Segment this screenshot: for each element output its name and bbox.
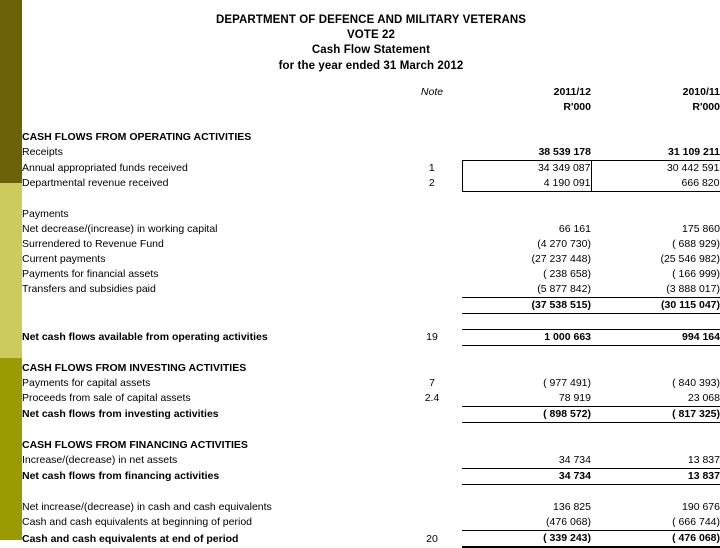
- row-note-proceeds-sale-capital-assets: 2.4: [424, 392, 440, 405]
- decorative-side-strip: [0, 0, 22, 540]
- table-row: [22, 391, 720, 407]
- row-note-current-payments: [402, 252, 462, 267]
- table-row: [22, 160, 720, 176]
- row-note-working-capital: [402, 222, 462, 237]
- net-investing-2012: ( 898 572): [462, 406, 591, 422]
- cash-flow-statement-table: [22, 85, 720, 548]
- section-heading-financing-row: [22, 438, 720, 453]
- row-note-annual-appropriated: 1: [428, 161, 435, 174]
- blank-v1: [462, 207, 591, 222]
- row-value-increase-net-assets-2012: 34 734: [462, 453, 591, 469]
- receipts-total-2012: 38 539 178: [462, 145, 591, 161]
- header-blank: [22, 85, 402, 100]
- receipts-label: Receipts: [22, 146, 63, 159]
- row-note-transfers-subsidies: [402, 282, 462, 298]
- payments-total-row: [22, 297, 720, 313]
- row-label-financial-assets: Payments for financial assets: [22, 267, 159, 280]
- blank-note: [402, 361, 462, 376]
- row-value-cash-beginning-period-2012: (476 068): [462, 515, 591, 531]
- summary-total-2012: ( 339 243): [462, 530, 591, 547]
- row-label-increase-net-assets: Increase/(decrease) in net assets: [22, 454, 178, 467]
- summary-total-row: [22, 530, 720, 547]
- row-value-increase-net-assets-2011: 13 837: [591, 453, 720, 469]
- summary-total-label: Cash and cash equivalents at end of period: [22, 532, 239, 545]
- section-heading-investing-row: [22, 361, 720, 376]
- side-strip-segment-bottom: [0, 358, 22, 540]
- net-investing-label: Net cash flows from investing activities: [22, 408, 219, 421]
- row-value-current-payments-2012: (27 237 448): [531, 252, 591, 265]
- side-strip-segment-top: [0, 0, 22, 183]
- spacer-row: [22, 422, 720, 438]
- payments-total-note: [402, 297, 462, 313]
- header-note: Note: [420, 85, 444, 98]
- row-value-net-increase-cash-2012: 136 825: [553, 500, 591, 513]
- row-value-surrendered-revenue-fund-2012: (4 270 730): [537, 237, 591, 250]
- side-strip-segment-middle: [0, 183, 22, 358]
- table-row: [22, 252, 720, 267]
- section-heading-investing: CASH FLOWS FROM INVESTING ACTIVITIES: [22, 361, 247, 374]
- net-financing-2012: 34 734: [462, 468, 591, 484]
- blank-v1: [462, 361, 591, 376]
- header-blank-3: [402, 100, 462, 115]
- table-row: [22, 515, 720, 531]
- row-label-annual-appropriated: Annual appropriated funds received: [22, 161, 188, 174]
- row-value-transfers-subsidies-2012: (5 877 842): [462, 282, 591, 298]
- title-line-period: for the year ended 31 March 2012: [278, 59, 464, 72]
- blank-note: [402, 207, 462, 222]
- blank-v2: [591, 438, 720, 453]
- row-label-departmental-revenue: Departmental revenue received: [22, 177, 169, 190]
- row-value-annual-appropriated-2012: 34 349 087: [462, 160, 591, 176]
- table-row: [22, 282, 720, 298]
- section-heading-operating-row: [22, 130, 720, 145]
- net-investing-row: [22, 406, 720, 422]
- table-row: [22, 376, 720, 391]
- row-value-working-capital-2011: 175 860: [682, 222, 720, 235]
- title-line-statement-name: Cash Flow Statement: [311, 44, 431, 57]
- header-blank-2: [22, 100, 402, 115]
- blank-v2: [591, 207, 720, 222]
- payments-total-2012: (37 538 515): [462, 297, 591, 313]
- row-value-annual-appropriated-2011: 30 442 591: [591, 160, 720, 176]
- row-value-current-payments-2011: (25 546 982): [660, 252, 720, 265]
- spacer-row: [22, 345, 720, 361]
- spacer-row: [22, 191, 720, 207]
- payments-label: Payments: [22, 207, 69, 220]
- header-year-2011: 2010/11: [682, 85, 720, 98]
- row-note-net-increase-cash: [402, 500, 462, 515]
- row-value-surrendered-revenue-fund-2011: ( 688 929): [672, 237, 720, 250]
- table-header-row-units: [22, 100, 720, 115]
- title-line-department: DEPARTMENT OF DEFENCE AND MILITARY VETERANS: [215, 14, 527, 26]
- net-operating-2011: 994 164: [591, 329, 720, 345]
- table-row: [22, 453, 720, 469]
- section-heading-operating: CASH FLOWS FROM OPERATING ACTIVITIES: [22, 130, 252, 143]
- receipts-total-2011: 31 109 211: [591, 145, 720, 161]
- row-note-cash-beginning-period: [402, 515, 462, 531]
- row-label-net-increase-cash: Net increase/(decrease) in cash and cash equivalents: [22, 500, 272, 513]
- row-label-surrendered-revenue-fund: Surrendered to Revenue Fund: [22, 237, 164, 250]
- net-operating-row: [22, 329, 720, 345]
- net-financing-note: [402, 468, 462, 484]
- payments-label-row: [22, 207, 720, 222]
- header-year-2012: 2011/12: [553, 85, 591, 98]
- net-operating-2012: 1 000 663: [462, 329, 591, 345]
- document-title-block: [22, 0, 720, 74]
- row-label-cash-beginning-period: Cash and cash equivalents at beginning of period: [22, 516, 252, 529]
- row-value-proceeds-sale-capital-assets-2012: 78 919: [462, 391, 591, 407]
- table-row: [22, 237, 720, 252]
- row-value-net-increase-cash-2011: 190 676: [682, 500, 720, 513]
- row-value-departmental-revenue-2012: 4 190 091: [462, 176, 591, 192]
- net-financing-2011: 13 837: [591, 468, 720, 484]
- row-note-surrendered-revenue-fund: [402, 237, 462, 252]
- blank-v1: [462, 130, 591, 145]
- net-investing-2011: ( 817 325): [591, 406, 720, 422]
- row-value-payments-capital-assets-2011: ( 840 393): [672, 376, 720, 389]
- table-row: [22, 500, 720, 515]
- table-row: [22, 222, 720, 237]
- payments-total-2011: (30 115 047): [591, 297, 720, 313]
- row-value-financial-assets-2011: ( 166 999): [672, 267, 720, 280]
- row-label-payments-capital-assets: Payments for capital assets: [22, 376, 151, 389]
- table-row: [22, 176, 720, 192]
- row-value-working-capital-2012: 66 161: [558, 222, 591, 235]
- net-financing-row: [22, 468, 720, 484]
- row-value-transfers-subsidies-2011: (3 888 017): [591, 282, 720, 298]
- summary-total-2011: ( 476 068): [591, 530, 720, 547]
- row-label-working-capital: Net decrease/(increase) in working capital: [22, 222, 218, 235]
- payments-total-label: [22, 297, 402, 313]
- title-line-vote: VOTE 22: [347, 29, 395, 42]
- net-operating-label: Net cash flows available from operating activities: [22, 331, 268, 344]
- row-value-proceeds-sale-capital-assets-2011: 23 068: [591, 391, 720, 407]
- row-note-financial-assets: [402, 267, 462, 282]
- net-operating-note: 19: [426, 331, 438, 344]
- row-value-departmental-revenue-2011: 666 820: [591, 176, 720, 192]
- header-units-2012: R'000: [563, 100, 591, 113]
- row-value-financial-assets-2012: ( 238 658): [543, 267, 591, 280]
- receipts-total-row: [22, 145, 720, 161]
- row-note-payments-capital-assets: 7: [429, 376, 435, 389]
- net-investing-note: [402, 406, 462, 422]
- row-note-departmental-revenue: 2: [428, 177, 435, 190]
- row-value-cash-beginning-period-2011: ( 666 744): [591, 515, 720, 531]
- row-label-proceeds-sale-capital-assets: Proceeds from sale of capital assets: [22, 392, 191, 405]
- net-financing-label: Net cash flows from financing activities: [22, 470, 220, 483]
- blank-note: [402, 438, 462, 453]
- spacer-row: [22, 313, 720, 329]
- blank-note: [402, 130, 462, 145]
- row-value-payments-capital-assets-2012: ( 977 491): [543, 376, 591, 389]
- blank-v1: [462, 438, 591, 453]
- summary-total-note: 20: [426, 532, 438, 545]
- row-label-transfers-subsidies: Transfers and subsidies paid: [22, 283, 156, 296]
- spacer-row: [22, 484, 720, 500]
- spacer-row: [22, 115, 720, 130]
- table-row: [22, 267, 720, 282]
- statement-page: [22, 0, 720, 545]
- blank-v2: [591, 130, 720, 145]
- section-heading-financing: CASH FLOWS FROM FINANCING ACTIVITIES: [22, 438, 248, 451]
- table-header-row-year: [22, 85, 720, 100]
- blank-v2: [591, 361, 720, 376]
- receipts-note: [402, 145, 462, 161]
- row-note-increase-net-assets: [402, 453, 462, 469]
- row-label-current-payments: Current payments: [22, 252, 106, 265]
- header-units-2011: R'000: [692, 100, 720, 113]
